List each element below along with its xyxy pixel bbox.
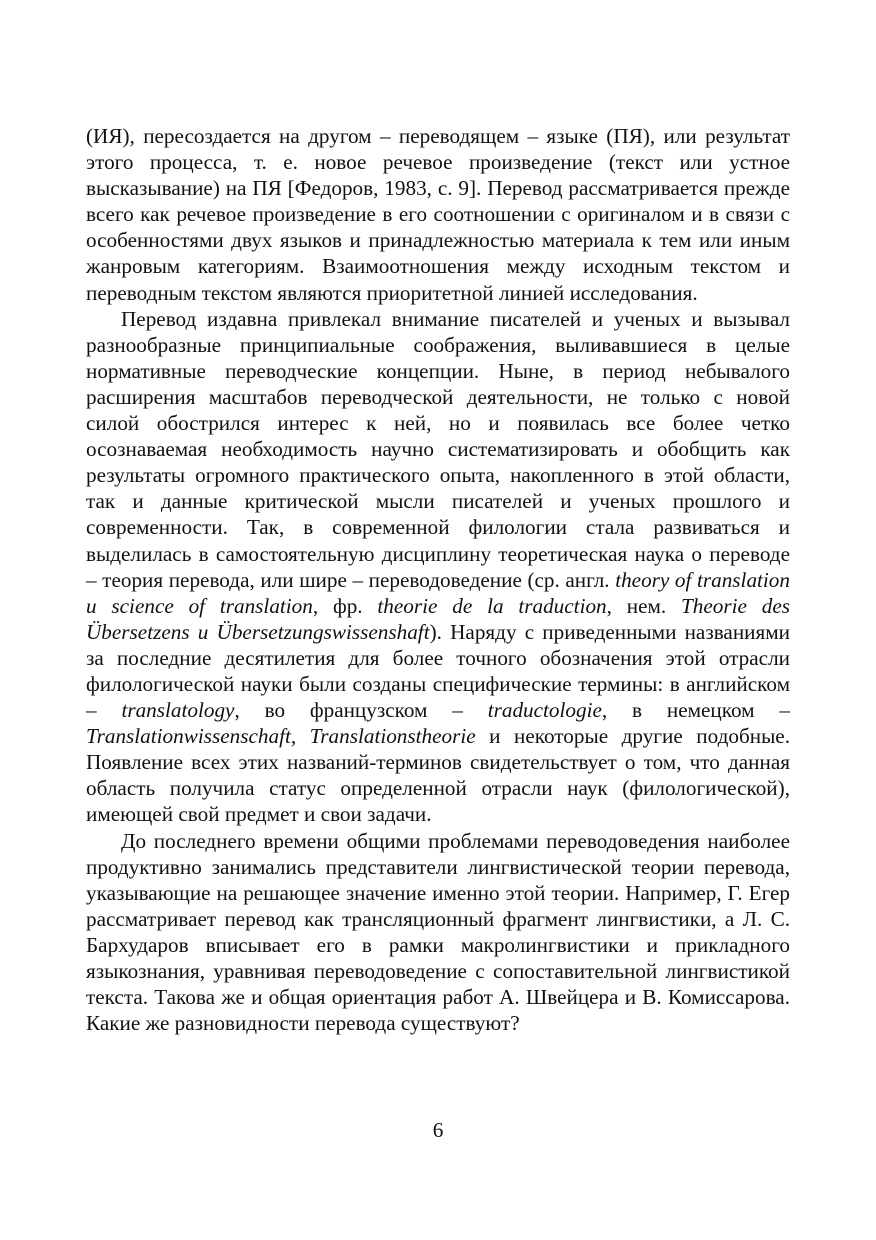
italic-term: Translationstheorie <box>309 724 476 749</box>
italic-term: Translationwissenschaft <box>86 724 291 749</box>
italic-term: theory of translation u science of translation <box>86 567 790 618</box>
paragraph-2 <box>86 306 790 828</box>
text-run: , нем. <box>606 593 682 618</box>
italic-term: Theorie des Übersetzens u Übersetzungswissenshaft <box>86 593 790 644</box>
text-run: , фр. <box>312 593 378 618</box>
italic-term: translatology <box>121 698 235 723</box>
text-run: , во французском – <box>234 698 488 723</box>
text-run: и некоторые другие подобные. Появление всех этих названий-терминов свидетельствует о том, что данная область получила статус определенной отрасли наук (филологической), имеющей свой предмет и свои задачи. <box>86 724 790 827</box>
text-run: , <box>290 724 310 749</box>
paragraph-3: До последнего времени общими проблемами переводоведения наиболее продуктивно занимались представители лингвистической теории перевода, указывающие на решающее значение именно этой теории. Например, Г. Егер рассматривает перевод как трансляционный фрагмент лингвистики, а Л. С. Бархударов вписывает его в рамки макролингвистики и прикладного языкознания, уравнивая переводоведение с сопоставительной лингвистикой текста. Такова же и общая ориентация работ А. Швейцера и В. Комиссарова. Какие же разновидности перевода существуют? <box>86 828 790 1036</box>
page-number: 6 <box>432 1118 444 1142</box>
text-run: , в немецком – <box>601 698 790 723</box>
italic-term: theorie de la traduction <box>377 593 607 618</box>
text-run: ). Наряду с приведенными названиями за последние десятилетия для более точного обозначения этой отрасли филологической науки были созданы специфические термины: в английском – <box>86 619 791 723</box>
paragraph-1: (ИЯ), пересоздается на другом – переводящем – языке (ПЯ), или результат этого процесса, т. е. новое речевое произведение (текст или устное высказывание) на ПЯ [Федоров, 1983, с. 9]. Перевод рассматривается прежде всего как речевое произведение в его соотношении с оригиналом и в связи с особенностями двух языков и принадлежностью материала к тем или иным жанровым категориям. Взаимоотношения между исходным текстом и переводным текстом являются приоритетной линией исследования. <box>86 124 790 305</box>
text-run: Перевод издавна привлекал внимание писателей и ученых и вызывал разнообразные принципиальные соображения, выливавшиеся в целые нормативные переводческие концепции. Ныне, в период небывалого расширения масштабов переводческой деятельности, не только с новой силой обострился интерес к ней, но и появилась все более четко осознаваемая необходимость научно систематизировать и обобщить как результаты огромного практического опыта, накопленного в этой области, так и данные критической мысли писателей и ученых прошлого и современности. Так, в современной филологии стала развиваться и выделилась в самостоятельную дисциплину теоретическая наука о переводе – теория перевода, или шире – переводоведение (ср. англ. <box>86 306 790 592</box>
body-text <box>86 123 790 1036</box>
italic-term: traductologie <box>487 698 602 723</box>
